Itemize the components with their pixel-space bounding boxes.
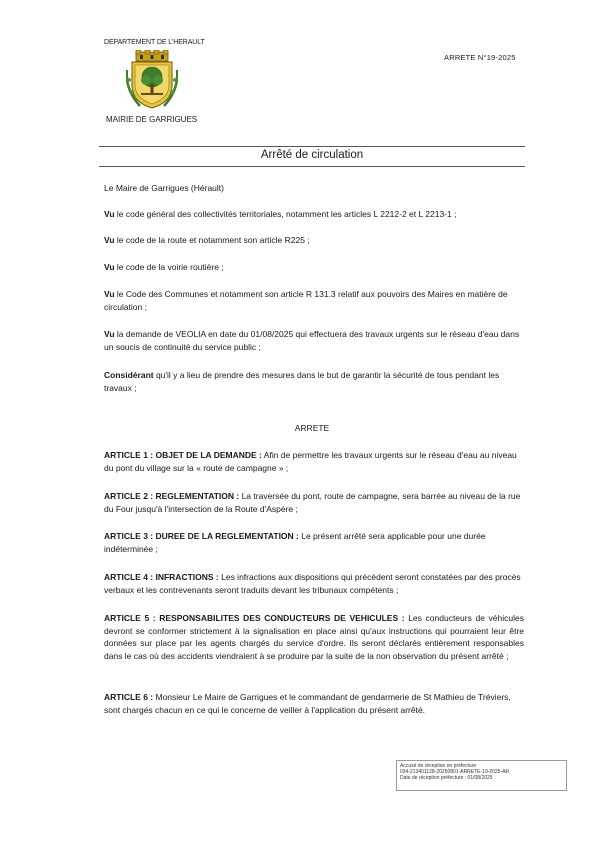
article-5 bbox=[104, 612, 524, 663]
article-3-label: ARTICLE 3 : DUREE DE LA REGLEMENTATION : bbox=[104, 531, 299, 541]
article-2 bbox=[104, 490, 524, 515]
vu-label: Vu bbox=[104, 209, 115, 219]
vu-paragraph-5 bbox=[104, 328, 524, 353]
vu-text: le code de la route et notamment son article R225 ; bbox=[114, 235, 310, 245]
vu-label: Vu bbox=[104, 289, 115, 299]
vu-text: la demande de VEOLIA en date du 01/08/2025 qui effectuera des travaux urgents sur le réseau d'eau dans un soucis de continuité du service public ; bbox=[104, 329, 520, 352]
vu-paragraph-3 bbox=[104, 261, 524, 274]
title-top-rule bbox=[99, 146, 525, 147]
maire-line: Le Maire de Garrigues (Hérault) bbox=[104, 183, 224, 193]
title-bottom-rule bbox=[99, 166, 525, 167]
article-4-label: ARTICLE 4 : INFRACTIONS : bbox=[104, 572, 219, 582]
vu-label: Vu bbox=[104, 235, 115, 245]
vu-text: le code général des collectivités territoriales, notamment les articles L 2212-2 et L 2213-1 ; bbox=[114, 209, 457, 219]
article-4-text: Les infractions aux dispositions qui précèdent seront constatées par des procès verbaux et les contrevenants seront traduits devant les tribunaux compétents ; bbox=[104, 572, 521, 595]
article-1-label: ARTICLE 1 : OBJET DE LA DEMANDE : bbox=[104, 450, 262, 460]
considerant-paragraph bbox=[104, 369, 524, 394]
arrete-heading: ARRETE bbox=[294, 423, 330, 433]
vu-text: le code de la voirie routière ; bbox=[114, 262, 224, 272]
department-label: DEPARTEMENT DE L'HERAULT bbox=[104, 39, 205, 46]
considerant-text: qu'il y a lieu de prendre des mesures dans le but de garantir la sécurité de tous pendant les travaux ; bbox=[104, 370, 500, 393]
article-1-text: Afin de permettre les travaux urgents sur le réseau d'eau au niveau du pont du village sur la « route de campagne » ; bbox=[104, 450, 517, 473]
vu-label: Vu bbox=[104, 262, 115, 272]
article-3 bbox=[104, 530, 524, 555]
vu-paragraph-1 bbox=[104, 208, 524, 221]
considerant-label: Considérant bbox=[104, 370, 154, 380]
stamp-line-1: Accusé de réception en préfecture bbox=[400, 763, 477, 769]
article-5-text: Les conducteurs de véhicules devront se conformer strictement à la signalisation en place ainsi qu'aux instructions qui pourraient leur être données sur place par les agents chargés du service d'ordre. Ils seront déclarés entièrement responsables dans le cas où des accidents viendraient à se produire par la suite de la non observation du présent arrêté ; bbox=[104, 613, 524, 662]
article-4 bbox=[104, 571, 524, 596]
coat-of-arms-logo bbox=[126, 50, 178, 112]
vu-text: le Code des Communes et notamment son article R 131.3 relatif aux pouvoirs des Maires en matière de circulation ; bbox=[104, 289, 508, 312]
article-3-text: Le présent arrêté sera applicable pour une durée indéterminée ; bbox=[104, 531, 486, 554]
stamp-line-2: 034-213401128-20250801-ARRETE-19-2025-AR bbox=[400, 769, 510, 775]
vu-paragraph-4 bbox=[104, 288, 524, 313]
arrete-number: ARRETE N°19-2025 bbox=[444, 53, 516, 62]
article-6 bbox=[104, 691, 524, 716]
article-2-label: ARTICLE 2 : REGLEMENTATION : bbox=[104, 491, 240, 501]
document-title: Arrêté de circulation bbox=[260, 149, 364, 161]
article-6-label: ARTICLE 6 : bbox=[104, 692, 154, 702]
stamp-line-3: Date de réception préfecture : 01/08/2025 bbox=[400, 775, 493, 781]
article-5-label: ARTICLE 5 : RESPONSABILITES DES CONDUCTEURS DE VEHICULES : bbox=[104, 613, 405, 623]
article-1 bbox=[104, 449, 524, 474]
article-2-text: La traversée du pont, route de campagne, sera barrée au niveau de la rue du Four jusqu'à l'intersection de la Route d'Aspère ; bbox=[104, 491, 521, 514]
mairie-label: MAIRIE DE GARRIGUES bbox=[106, 115, 198, 124]
vu-label: Vu bbox=[104, 329, 115, 339]
vu-paragraph-2 bbox=[104, 234, 524, 247]
prefecture-receipt-stamp bbox=[396, 760, 567, 791]
article-6-text: Monsieur Le Maire de Garrigues et le commandant de gendarmerie de St Mathieu de Tréviers, sont chargés chacun en ce qui le concerne de veiller à l'application du présent arrêté. bbox=[104, 692, 511, 715]
